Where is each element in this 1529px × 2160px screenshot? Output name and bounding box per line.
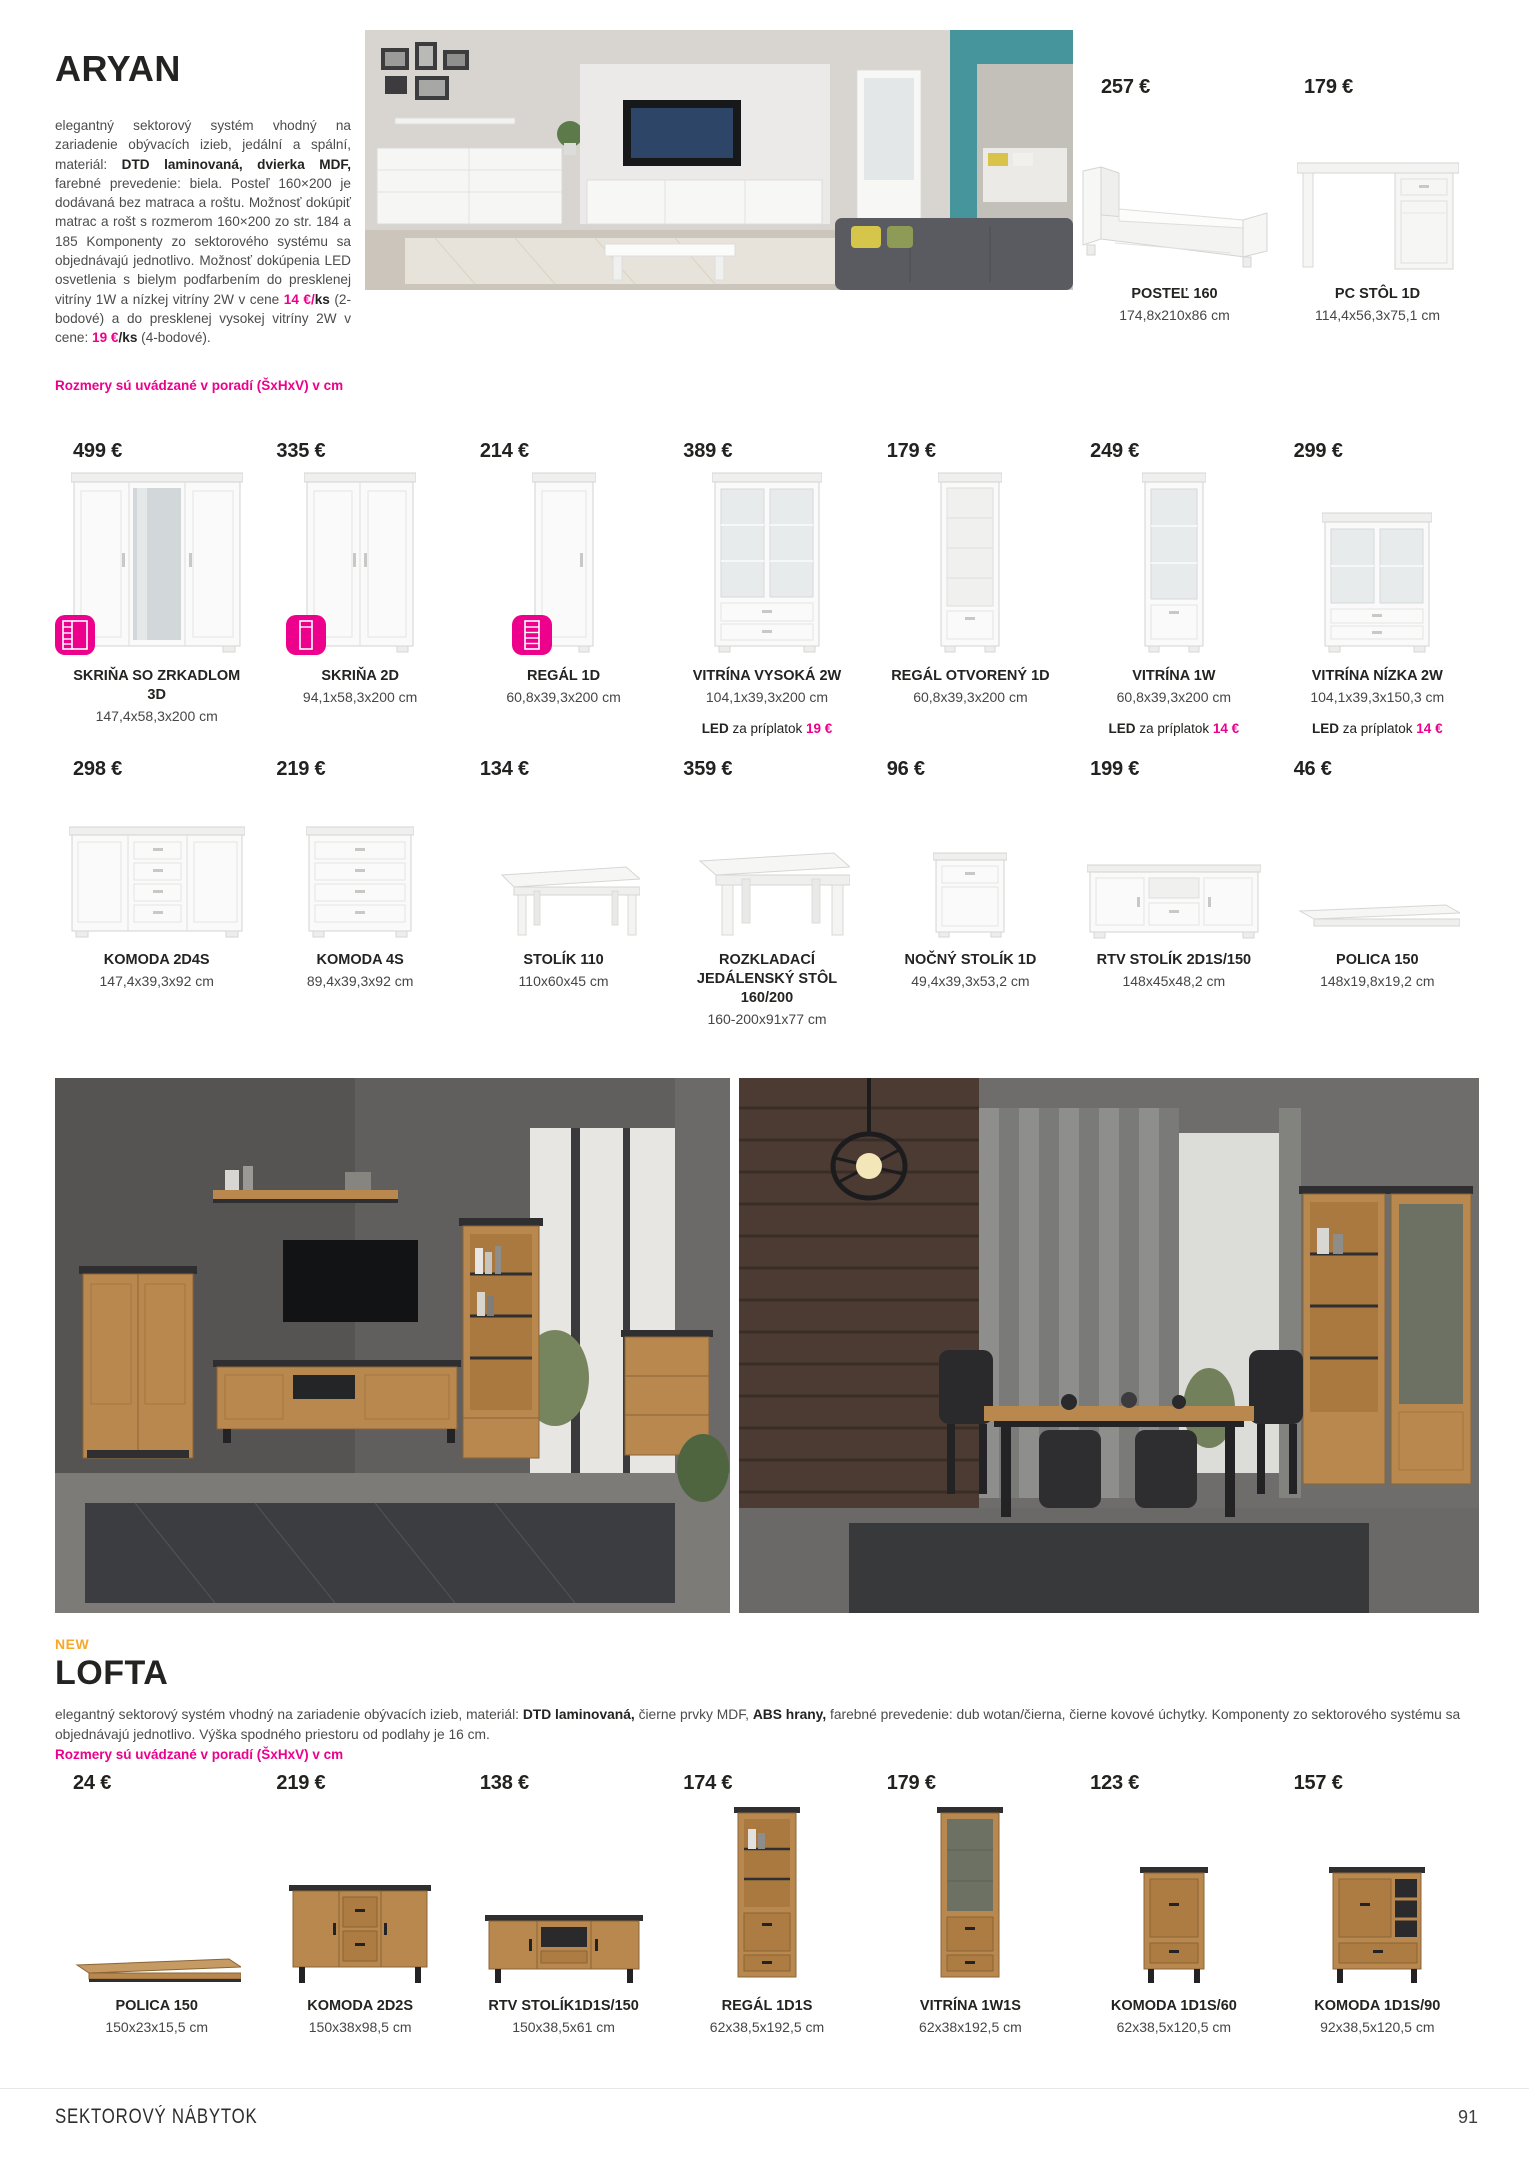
price: 219 € [276,758,326,780]
aryan-room-photo [365,30,1073,380]
lofta-description [55,1705,1479,1745]
desc-price: 14 €/ [283,291,315,307]
product-image-regal-1d [462,463,665,655]
section-title: LOFTA [55,1654,169,1692]
product-image-lofta-komoda-60 [1072,1795,1275,1985]
product-name: VITRÍNA VYSOKÁ 2W [692,668,842,684]
shelves-icon [512,615,552,655]
price: 199 € [1090,758,1140,780]
dimensions-note: Rozmery sú uvádzané v poradí (ŠxHxV) v cm [55,377,344,393]
product-card [869,440,1072,736]
led-text: za príplatok [1342,720,1413,736]
dimensions-note: Rozmery sú uvádzané v poradí (ŠxHxV) v cm [55,1747,344,1762]
product-name: SKRIŇA SO ZRKADLOM 3D [73,668,241,703]
product-card [869,1772,1072,2035]
wardrobe-interior-icon [55,615,95,655]
product-dims: 174,8x210x86 cm [1119,306,1230,323]
aryan-section-header [55,30,1479,393]
product-image-vitrina-vysoka-2w [665,463,868,655]
product-image-lofta-regal-1d1s [665,1795,868,1985]
product-card [258,1772,461,2035]
product-image-lofta-komoda-2d2s [258,1795,461,1985]
product-card [1276,30,1479,380]
page-title: ARYAN [55,48,181,89]
product-dims: 104,1x39,3x150,3 cm [1310,688,1445,705]
product-image-jedalensky-stol [665,781,868,939]
new-badge: NEW [55,1636,90,1652]
product-name: REGÁL 1D1S [721,1998,813,2014]
product-dims: 60,8x39,3x200 cm [1116,688,1232,705]
product-image-vitrina-1w [1072,463,1275,655]
product-name: KOMODA 2D2S [307,1998,414,2014]
product-image-nocny-stolik-1d [869,781,1072,939]
aryan-description [55,116,351,348]
product-dims: 160-200x91x77 cm [707,1010,827,1027]
product-name: VITRÍNA NÍZKA 2W [1311,668,1443,684]
product-dims: 104,1x39,3x200 cm [705,688,829,705]
product-name: STOLÍK 110 [523,952,604,968]
product-dims: 62x38x192,5 cm [919,2018,1022,2035]
product-image-vitrina-nizka-2w [1276,463,1479,655]
product-dims: 60,8x39,3x200 cm [506,688,621,705]
product-dims: 147,4x39,3x92 cm [99,972,214,989]
price: 257 € [1101,76,1151,98]
desc-price: 19 € [92,330,119,346]
lofta-diningroom-photo [739,1078,1479,1613]
price: 299 € [1293,440,1343,462]
product-card [1072,758,1275,1027]
product-name: PC STÔL 1D [1334,286,1421,302]
led-note [1109,721,1240,736]
product-dims: 114,4x56,3x75,1 cm [1314,306,1441,323]
product-name: KOMODA 2D4S [103,952,210,968]
product-dims: 147,4x58,3x200 cm [95,707,218,724]
price: 219 € [276,1772,326,1794]
product-card [55,440,258,736]
product-card [462,440,665,736]
led-note [1312,721,1443,736]
led-text: za príplatok [732,720,803,736]
product-image-postel-160 [1073,105,1276,273]
product-card [1276,440,1479,736]
product-name: VITRÍNA 1W1S [919,1998,1021,2014]
aryan-product-row-1 [55,440,1479,736]
product-dims: 60,8x39,3x200 cm [913,688,1028,705]
product-name: SKRIŇA 2D [321,668,399,684]
product-image-stolik-110 [462,781,665,939]
product-name: RTV STOLÍK1D1S/150 [488,1998,639,2014]
desc-text: farebné prevedenie: biela. Posteľ 160×200 je dodávaná bez matraca a roštu. Možnosť dokúpiť matrac a rošt s rozmerom 160×200 zo str. 184 a 185 Komponenty zo sektorového systému sa objednávajú jednotlivo. Možnosť dokúpenia LED osvetlenia s bielym podfarbením do presklenej vitríny 1W a nízkej vitríny 2W v cene [55,175,351,307]
price: 179 € [886,1772,936,1794]
price: 214 € [479,440,529,462]
led-note [702,721,833,736]
product-name: KOMODA 4S [316,952,404,968]
product-name: POLICA 150 [1336,952,1419,968]
product-card [462,1772,665,2035]
product-name: NOČNÝ STOLÍK 1D [904,952,1037,968]
product-image-regal-otvoreny-1d [869,463,1072,655]
lofta-photos [55,1078,1479,1613]
product-name: KOMODA 1D1S/60 [1110,1998,1237,2014]
led-price: 19 € [806,720,833,736]
product-image-lofta-vitrina-1w1s [869,1795,1072,1985]
product-card [462,758,665,1027]
price: 46 € [1293,758,1332,780]
desc-text: farebné prevedenie: dub wotan/čierna, čierne kovové úchytky. Komponenty zo sektorového systému sa objednávajú jednotlivo. Výška spodného priestoru od podlahy je 16 cm. [55,1707,1461,1742]
product-name: REGÁL OTVORENÝ 1D [891,668,1050,684]
desc-bold: DTD laminovaná, [522,1707,635,1722]
product-dims: 94,1x58,3x200 cm [302,688,418,705]
product-image-lofta-komoda-90 [1276,1795,1479,1985]
desc-text: (4-bodové). [137,330,211,346]
product-image-skrina-so-zrkadlom-3d [55,463,258,655]
product-image-skrina-2d [258,463,461,655]
aryan-product-row-2 [55,758,1479,1027]
desc-bold: DTD laminovaná, dvierka MDF, [121,156,351,172]
product-card [55,1772,258,2035]
lofta-section-header [55,1636,1479,1762]
product-name: KOMODA 1D1S/90 [1314,1998,1441,2014]
product-name: ROZKLADACÍ JEDÁLENSKÝ STÔL 160/200 [696,952,838,1006]
desc-text: čierne prvky MDF, [634,1707,753,1722]
price: 298 € [73,758,123,780]
lofta-product-row [55,1772,1479,2035]
price: 179 € [886,440,936,462]
product-dims: 49,4x39,3x53,2 cm [911,972,1030,989]
desc-text: elegantný sektorový systém vhodný na zariadenie obývacích izieb, jedální a spální, materiál: [55,118,351,172]
price: 249 € [1090,440,1140,462]
desc-bold: ABS hrany, [752,1707,827,1722]
desc-text: elegantný sektorový systém vhodný na zariadenie obývacích izieb, materiál: [55,1707,523,1722]
product-dims: 150x38x98,5 cm [308,2018,412,2035]
product-card [258,440,461,736]
product-card [55,758,258,1027]
product-name: VITRÍNA 1W [1132,668,1216,684]
product-dims: 92x38,5x120,5 cm [1320,2018,1435,2035]
led-label: LED [1311,720,1339,736]
product-card [665,1772,868,2035]
product-card [1073,30,1276,380]
price: 499 € [73,440,123,462]
price: 138 € [479,1772,529,1794]
price: 174 € [683,1772,733,1794]
led-price: 14 € [1212,720,1240,736]
product-dims: 148x45x48,2 cm [1122,972,1226,989]
product-card [665,758,868,1027]
product-card [1072,440,1275,736]
price: 157 € [1293,1772,1343,1794]
product-name: POSTEĽ 160 [1131,286,1218,302]
product-image-komoda-4s [258,781,461,939]
product-card [1072,1772,1275,2035]
product-image-lofta-rtv-stolik [462,1795,665,1985]
product-image-pc-stol-1d [1276,105,1479,273]
price: 389 € [683,440,733,462]
product-card [869,758,1072,1027]
led-text: za príplatok [1139,720,1210,736]
price: 24 € [73,1772,112,1794]
product-name: RTV STOLÍK 2D1S/150 [1096,952,1252,968]
product-dims: 89,4x39,3x92 cm [306,972,414,989]
product-card [258,758,461,1027]
price: 359 € [683,758,733,780]
product-image-rtv-stolik-2d1s [1072,781,1275,939]
page-number: 91 [1457,2106,1478,2127]
product-dims: 148x19,8x19,2 cm [1320,972,1435,989]
led-label: LED [1108,720,1136,736]
product-image-lofta-polica-150 [55,1795,258,1985]
page-footer [0,2088,1529,2129]
desc-bold: ks [314,291,330,307]
product-dims: 62x38,5x120,5 cm [1116,2018,1232,2035]
price: 179 € [1304,76,1354,98]
aryan-intro [55,30,352,393]
price: 96 € [886,758,925,780]
wardrobe-rod-icon [286,615,326,655]
product-name: REGÁL 1D [527,668,601,684]
product-dims: 110x60x45 cm [518,972,609,989]
product-dims: 150x38,5x61 cm [512,2018,615,2035]
product-image-komoda-2d4s [55,781,258,939]
product-dims: 150x23x15,5 cm [105,2018,209,2035]
footer-category-label: SEKTOROVÝ NÁBYTOK [55,2105,258,2128]
led-label: LED [701,720,729,736]
product-dims: 62x38,5x192,5 cm [709,2018,825,2035]
product-name: POLICA 150 [115,1998,198,2014]
price: 335 € [276,440,326,462]
price: 123 € [1090,1772,1140,1794]
product-card [1276,758,1479,1027]
lofta-livingroom-photo [55,1078,730,1613]
product-image-polica-150 [1276,781,1479,939]
desc-bold: /ks [118,330,138,346]
price: 134 € [479,758,529,780]
product-card [1276,1772,1479,2035]
desc-text: (2-bodové) a do presklenej vysokej vitríny 2W v cene: [55,291,352,346]
product-card [665,440,868,736]
led-price: 14 € [1416,720,1443,736]
aryan-hero-products [1073,30,1479,380]
